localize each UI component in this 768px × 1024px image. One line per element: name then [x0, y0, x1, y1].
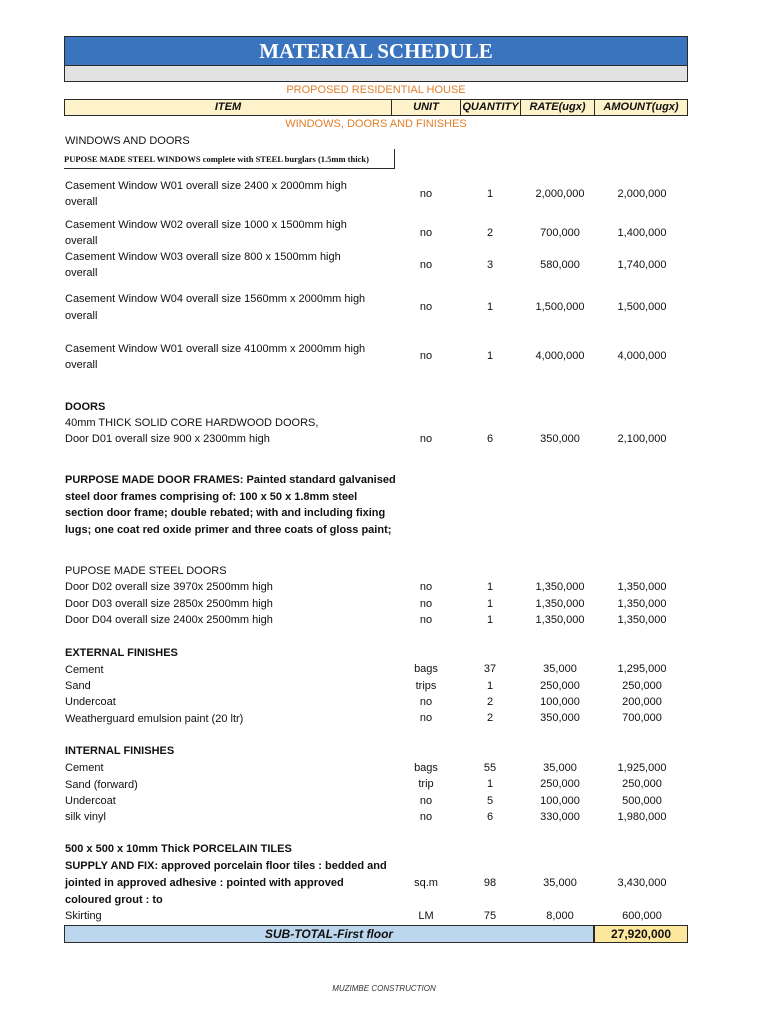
tiles-desc-2: jointed in approved adhesive : pointed with approved [65, 877, 344, 889]
skirting-item: Skirting [65, 910, 102, 922]
window-row-3-amount: 1,740,000 [617, 259, 667, 271]
windows-heading: WINDOWS AND DOORS [65, 135, 190, 147]
internal-row-1-rate: 35,000 [543, 762, 577, 774]
header-unit: UNIT [392, 100, 461, 115]
window-row-1-line1: Casement Window W01 overall size 2400 x 2000mm high [65, 180, 347, 192]
steel-door-row-3-rate: 1,350,000 [535, 614, 585, 626]
tiles-desc-3: coloured grout : to [65, 894, 163, 906]
external-row-2-item: Sand [65, 680, 91, 692]
skirting-unit: LM [418, 910, 434, 922]
window-row-4-line1: Casement Window W04 overall size 1560mm x 2000mm high [65, 293, 366, 305]
external-row-1-rate: 35,000 [543, 663, 577, 675]
table-header [64, 99, 688, 116]
window-row-2-qty: 2 [486, 227, 494, 239]
external-finishes-heading: EXTERNAL FINISHES [65, 647, 178, 659]
skirting-qty: 75 [483, 910, 497, 922]
window-row-3-line1: Casement Window W03 overall size 800 x 1500mm high [65, 251, 341, 263]
steel-doors-heading: PUPOSE MADE STEEL DOORS [65, 565, 227, 577]
internal-row-2-rate: 250,000 [540, 778, 580, 790]
steel-door-row-2-rate: 1,350,000 [535, 598, 585, 610]
internal-row-4-amount: 1,980,000 [617, 811, 667, 823]
window-row-1-line2: overall [65, 196, 98, 208]
window-row-2-rate: 700,000 [540, 227, 580, 239]
window-row-5-qty: 1 [486, 350, 494, 362]
window-row-4-unit: no [419, 301, 433, 313]
door-d01-unit: no [419, 433, 433, 445]
steel-door-row-2-amount: 1,350,000 [617, 598, 667, 610]
door-frames-desc-2: steel door frames comprising of: 100 x 50 x 1.8mm steel [65, 491, 358, 503]
project-subtitle: PROPOSED RESIDENTIAL HOUSE [286, 84, 466, 96]
window-row-3-qty: 3 [486, 259, 494, 271]
external-row-4-qty: 2 [486, 712, 494, 724]
internal-row-2-qty: 1 [486, 778, 494, 790]
window-row-5-line1: Casement Window W01 overall size 4100mm x 2000mm high [65, 343, 366, 355]
external-row-1-unit: bags [414, 663, 438, 675]
window-row-1-amount: 2,000,000 [617, 188, 667, 200]
tiles-amount: 3,430,000 [617, 877, 667, 889]
door-d01-qty: 6 [486, 433, 494, 445]
external-row-1-amount: 1,295,000 [617, 663, 667, 675]
header-item: ITEM [65, 100, 392, 115]
subtotal-amount: 27,920,000 [594, 925, 688, 943]
door-frames-desc-1: Painted standard galvanised [243, 474, 396, 486]
internal-row-2-amount: 250,000 [622, 778, 662, 790]
external-row-4-amount: 700,000 [622, 712, 662, 724]
window-row-4-qty: 1 [486, 301, 494, 313]
external-row-3-qty: 2 [486, 696, 494, 708]
external-row-2-rate: 250,000 [540, 680, 580, 692]
window-row-1-qty: 1 [486, 188, 494, 200]
window-row-2-line2: overall [65, 235, 98, 247]
window-row-4-rate: 1,500,000 [535, 301, 585, 313]
skirting-rate: 8,000 [546, 910, 574, 922]
window-row-2-unit: no [419, 227, 433, 239]
steel-door-row-1-item: Door D02 overall size 3970x 2500mm high [65, 581, 273, 593]
tiles-qty: 98 [483, 877, 497, 889]
external-row-3-item: Undercoat [65, 696, 116, 708]
gray-band [64, 66, 688, 82]
door-frames-line1 [65, 472, 396, 489]
door-frames-desc-4: lugs; one coat red oxide primer and three coats of gloss paint; [65, 524, 392, 536]
steel-door-row-3-qty: 1 [486, 614, 494, 626]
internal-row-3-unit: no [419, 795, 433, 807]
window-row-1-rate: 2,000,000 [535, 188, 585, 200]
skirting-amount: 600,000 [622, 910, 662, 922]
door-d01-rate: 350,000 [540, 433, 580, 445]
doors-description: 40mm THICK SOLID CORE HARDWOOD DOORS, [65, 417, 319, 429]
external-row-4-item: Weatherguard emulsion paint (20 ltr) [65, 713, 244, 725]
external-row-4-rate: 350,000 [540, 712, 580, 724]
window-row-4-amount: 1,500,000 [617, 301, 667, 313]
internal-finishes-heading: INTERNAL FINISHES [65, 745, 175, 757]
window-row-1-unit: no [419, 188, 433, 200]
external-row-3-unit: no [419, 696, 433, 708]
internal-row-4-rate: 330,000 [540, 811, 580, 823]
window-row-2-line1: Casement Window W02 overall size 1000 x 1500mm high [65, 219, 347, 231]
footer-company: MUZIMBE CONSTRUCTION [332, 984, 436, 993]
external-row-1-item: Cement [65, 664, 104, 676]
window-row-5-line2: overall [65, 359, 98, 371]
doors-heading: DOORS [65, 401, 106, 413]
internal-row-4-unit: no [419, 811, 433, 823]
subtotal-label: SUB-TOTAL-First floor [64, 925, 594, 943]
internal-row-1-unit: bags [414, 762, 438, 774]
external-row-3-rate: 100,000 [540, 696, 580, 708]
internal-row-1-amount: 1,925,000 [617, 762, 667, 774]
steel-door-row-1-amount: 1,350,000 [617, 581, 667, 593]
external-row-2-qty: 1 [486, 680, 494, 692]
header-rate: RATE(ugx) [521, 100, 595, 115]
tiles-rate: 35,000 [543, 877, 577, 889]
internal-row-1-item: Cement [65, 762, 104, 774]
steel-door-row-3-item: Door D04 overall size 2400x 2500mm high [65, 614, 273, 626]
window-row-5-amount: 4,000,000 [617, 350, 667, 362]
section-title: WINDOWS, DOORS AND FINISHES [285, 118, 467, 130]
external-row-2-unit: trips [415, 680, 437, 692]
internal-row-4-item: silk vinyl [65, 811, 106, 823]
steel-door-row-1-unit: no [419, 581, 433, 593]
internal-row-3-qty: 5 [486, 795, 494, 807]
steel-door-row-1-qty: 1 [486, 581, 494, 593]
internal-row-2-unit: trip [418, 778, 434, 790]
external-row-1-qty: 37 [483, 663, 497, 675]
window-row-4-line2: overall [65, 310, 98, 322]
tiles-desc-1: SUPPLY AND FIX: approved porcelain floor tiles : bedded and [65, 860, 387, 872]
tiles-unit: sq.m [414, 877, 438, 889]
internal-row-2-item: Sand (forward) [65, 779, 138, 791]
internal-row-1-qty: 55 [483, 762, 497, 774]
steel-door-row-3-amount: 1,350,000 [617, 614, 667, 626]
steel-door-row-3-unit: no [419, 614, 433, 626]
window-row-5-unit: no [419, 350, 433, 362]
steel-windows-note: PUPOSE MADE STEEL WINDOWS complete with STEEL burglars (1.5mm thick) [64, 149, 395, 169]
steel-door-row-2-qty: 1 [486, 598, 494, 610]
tiles-heading: 500 x 500 x 10mm Thick PORCELAIN TILES [65, 843, 292, 855]
window-row-5-rate: 4,000,000 [535, 350, 585, 362]
window-row-3-rate: 580,000 [540, 259, 580, 271]
window-row-3-unit: no [419, 259, 433, 271]
door-d01-amount: 2,100,000 [617, 433, 667, 445]
external-row-4-unit: no [419, 712, 433, 724]
door-frames-heading: PURPOSE MADE DOOR FRAMES: [65, 474, 244, 486]
window-row-3-line2: overall [65, 267, 98, 279]
steel-door-row-2-unit: no [419, 598, 433, 610]
internal-row-3-amount: 500,000 [622, 795, 662, 807]
page-title: MATERIAL SCHEDULE [64, 36, 688, 66]
internal-row-3-rate: 100,000 [540, 795, 580, 807]
header-amount: AMOUNT(ugx) [603, 101, 679, 113]
window-row-2-amount: 1,400,000 [617, 227, 667, 239]
header-quantity: QUANTITY [461, 100, 521, 115]
internal-row-4-qty: 6 [486, 811, 494, 823]
external-row-3-amount: 200,000 [622, 696, 662, 708]
door-frames-desc-3: section door frame; double rebated; with and including fixing [65, 507, 386, 519]
door-d01-item: Door D01 overall size 900 x 2300mm high [65, 433, 270, 445]
external-row-2-amount: 250,000 [622, 680, 662, 692]
steel-door-row-2-item: Door D03 overall size 2850x 2500mm high [65, 598, 273, 610]
internal-row-3-item: Undercoat [65, 795, 116, 807]
steel-door-row-1-rate: 1,350,000 [535, 581, 585, 593]
